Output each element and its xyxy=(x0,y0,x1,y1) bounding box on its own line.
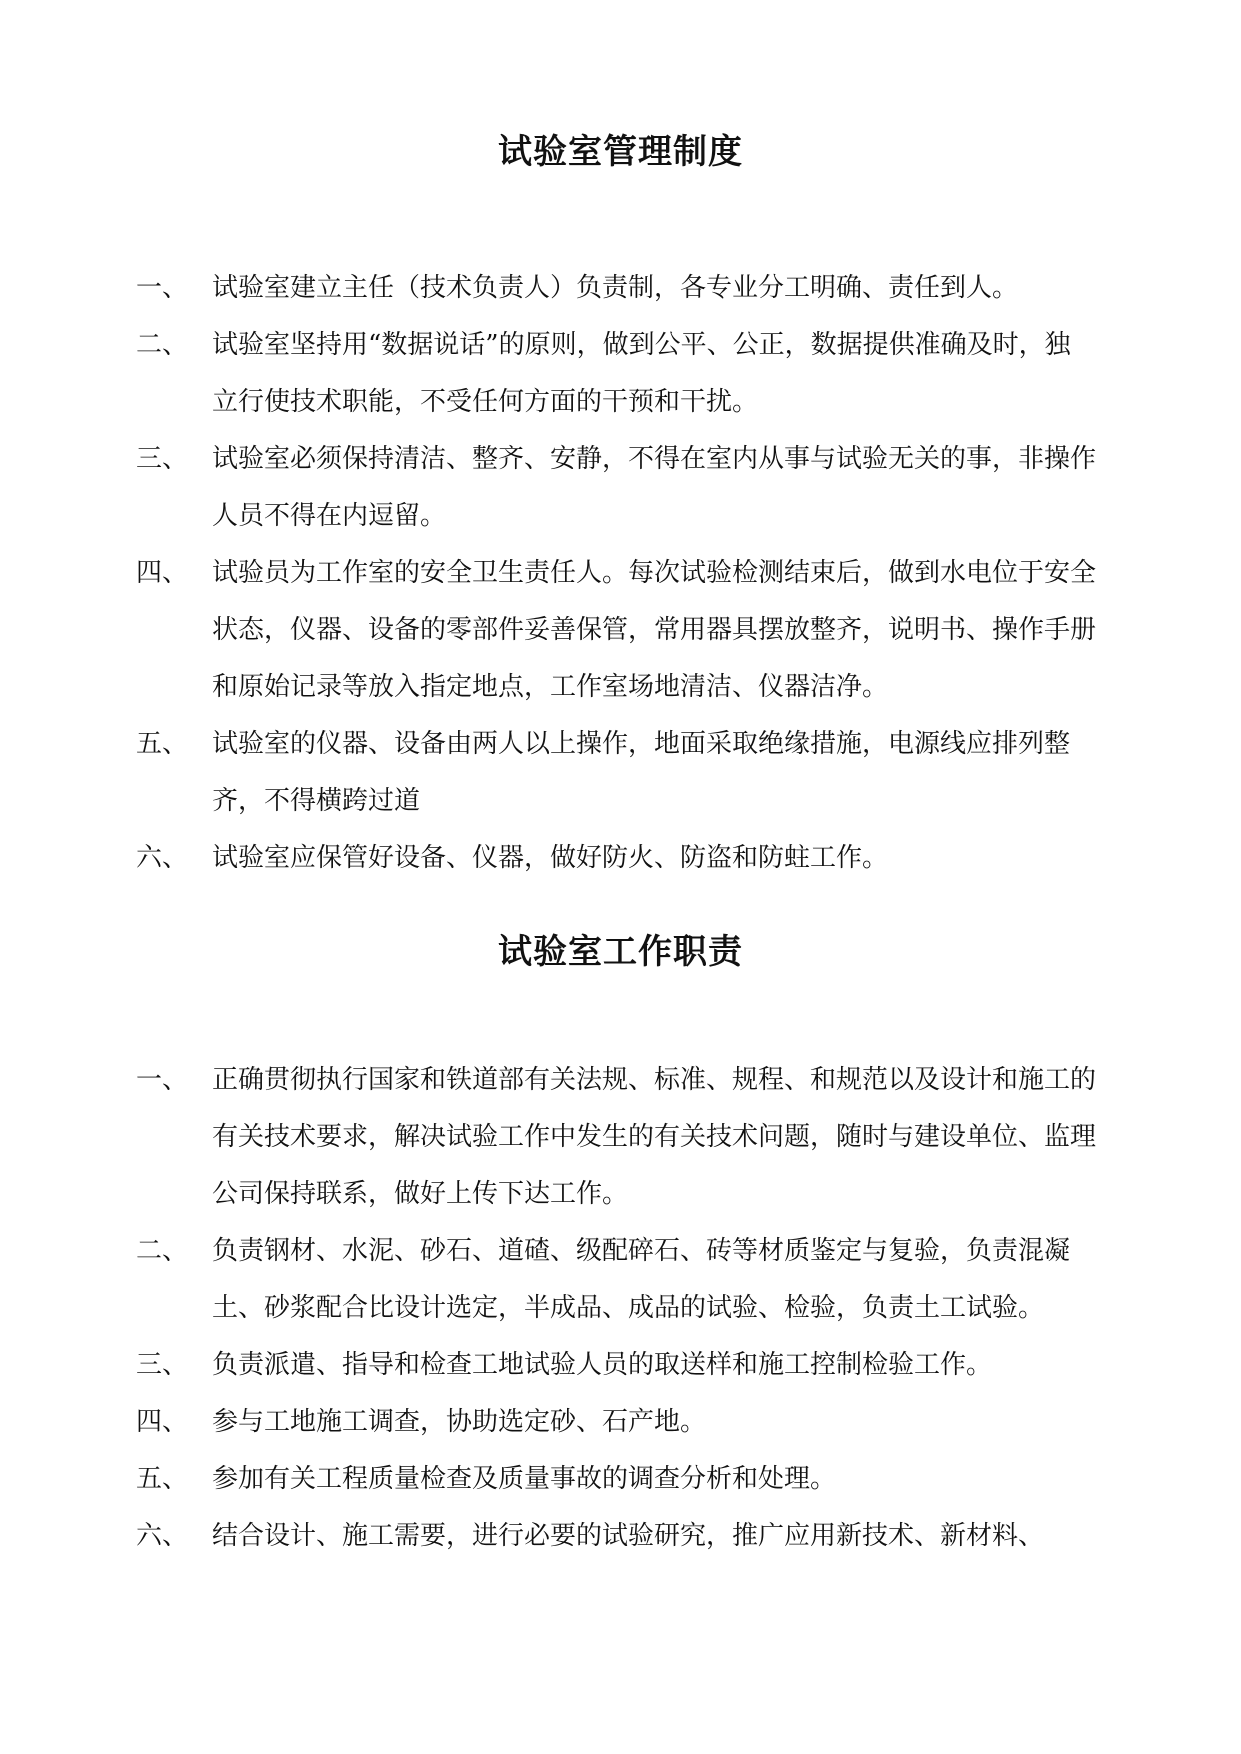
list-item xyxy=(136,1508,1096,1565)
item-text: 试验室的仪器、设备由两人以上操作，地面采取绝缘措施，电源线应排列整齐，不得横跨过道 xyxy=(212,729,1071,816)
list-item xyxy=(136,830,1096,887)
item-text: 试验室应保管好设备、仪器，做好防火、防盗和防蛀工作。 xyxy=(212,843,889,873)
list-item xyxy=(136,317,1096,431)
item-number: 六、 xyxy=(136,1521,189,1551)
section-title-management-rules: 试验室管理制度 xyxy=(498,132,743,172)
item-text: 试验员为工作室的安全卫生责任人。每次试验检测结束后，做到水电位于安全状态，仪器、设备的零部件妥善保管，常用器具摆放整齐，说明书、操作手册和原始记录等放入指定地点，工作室场地清洁、仪器洁净。 xyxy=(212,558,1097,702)
item-text: 结合设计、施工需要，进行必要的试验研究，推广应用新技术、新材料、 xyxy=(212,1521,1045,1551)
item-number: 四、 xyxy=(136,558,189,588)
item-text: 参与工地施工调查，协助选定砂、石产地。 xyxy=(212,1407,707,1437)
item-text: 负责钢材、水泥、砂石、道碴、级配碎石、砖等材质鉴定与复验，负责混凝土、砂浆配合比设计选定，半成品、成品的试验、检验，负责土工试验。 xyxy=(212,1236,1071,1323)
item-text: 试验室建立主任（技术负责人）负责制，各专业分工明确、责任到人。 xyxy=(212,273,1019,303)
item-number: 二、 xyxy=(136,330,189,360)
work-duties-list xyxy=(136,1052,1096,1565)
list-item xyxy=(136,260,1096,317)
item-number: 四、 xyxy=(136,1407,189,1437)
item-number: 五、 xyxy=(136,729,189,759)
item-number: 一、 xyxy=(136,1065,189,1095)
list-item xyxy=(136,1052,1096,1223)
item-number: 二、 xyxy=(136,1236,189,1266)
management-rules-list xyxy=(136,260,1096,887)
list-item xyxy=(136,716,1096,830)
item-text: 参加有关工程质量检查及质量事故的调查分析和处理。 xyxy=(212,1464,837,1494)
item-text: 试验室必须保持清洁、整齐、安静，不得在室内从事与试验无关的事，非操作人员不得在内逗留。 xyxy=(212,444,1097,531)
list-item xyxy=(136,545,1096,716)
list-item xyxy=(136,1451,1096,1508)
list-item xyxy=(136,1223,1096,1337)
list-item xyxy=(136,1337,1096,1394)
item-number: 一、 xyxy=(136,273,189,303)
item-text: 正确贯彻执行国家和铁道部有关法规、标准、规程、和规范以及设计和施工的有关技术要求，解决试验工作中发生的有关技术问题，随时与建设单位、监理公司保持联系，做好上传下达工作。 xyxy=(212,1065,1097,1209)
list-item xyxy=(136,1394,1096,1451)
item-text: 负责派遣、指导和检查工地试验人员的取送样和施工控制检验工作。 xyxy=(212,1350,993,1380)
item-number: 五、 xyxy=(136,1464,189,1494)
item-text: 试验室坚持用“数据说话”的原则，做到公平、公正，数据提供准确及时，独立行使技术职能，不受任何方面的干预和干扰。 xyxy=(212,330,1071,417)
item-number: 三、 xyxy=(136,444,189,474)
item-number: 六、 xyxy=(136,843,189,873)
section-title-work-duties: 试验室工作职责 xyxy=(498,932,743,972)
list-item xyxy=(136,431,1096,545)
item-number: 三、 xyxy=(136,1350,189,1380)
